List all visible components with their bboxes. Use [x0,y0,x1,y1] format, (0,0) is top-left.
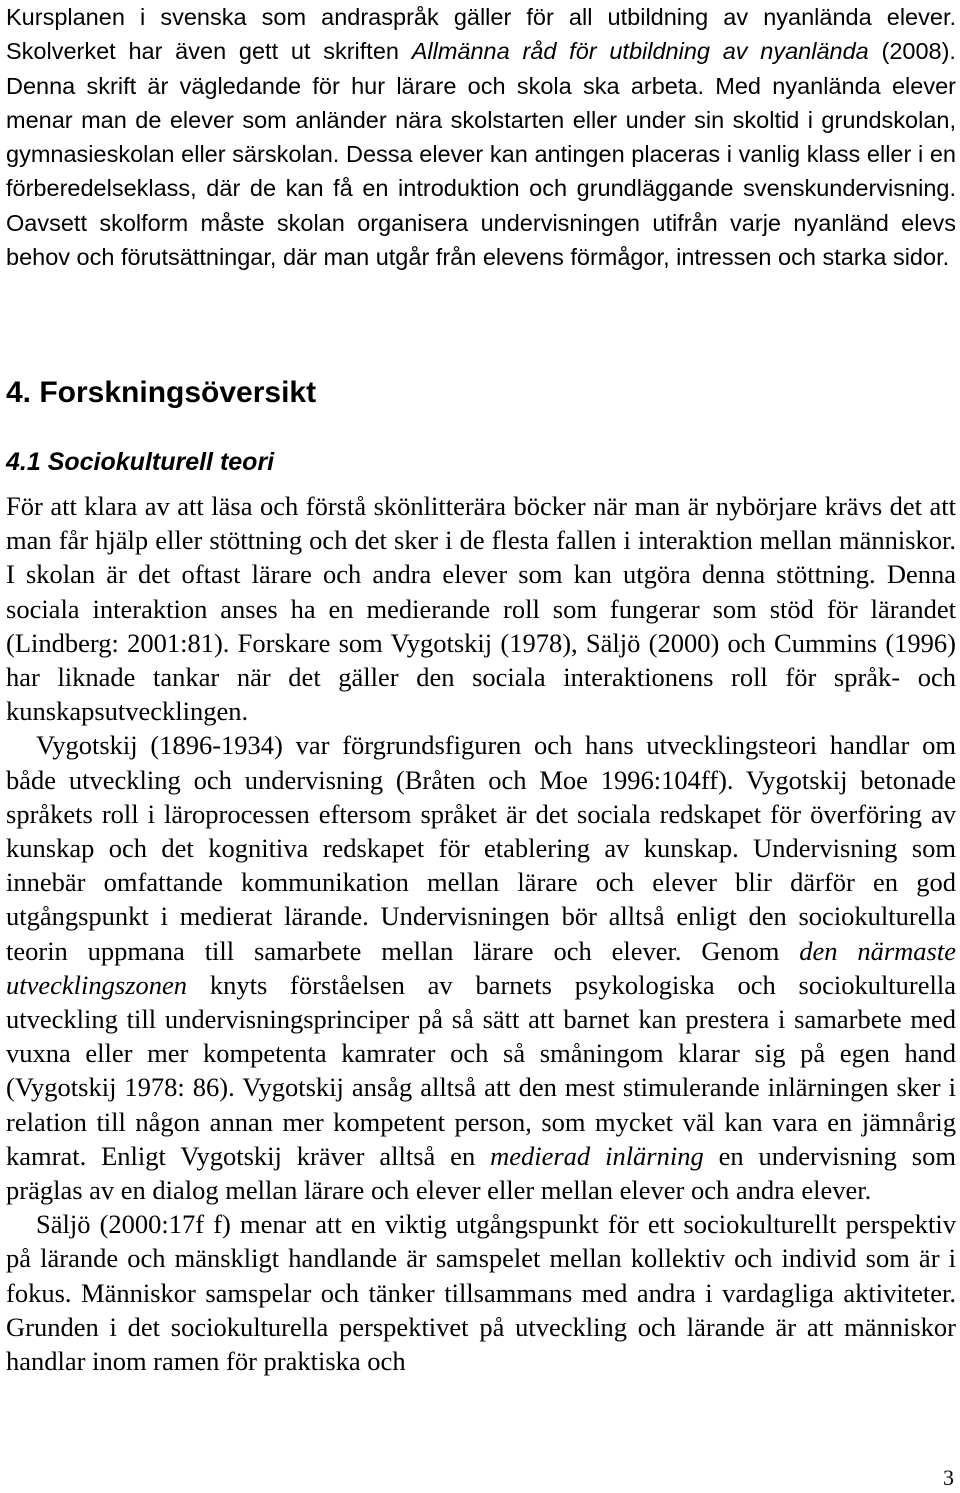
vygotskij-text-3: en undervisning som präglas av en dialog mellan lärare och elever eller mellan elever och andra elever. [6,1140,956,1206]
paragraph-vygotskij [6,728,956,1207]
paragraph-interaction: För att klara av att läsa och förstå skönlitterära böcker när man är nybörjare krävs det att man får hjälp eller stöttning och det sker i de flesta fallen i interaktion mellan människor. I skolan är det oftast lärare och andra elever som kan utgöra denna stöttning. Denna sociala interaktion anses ha en medierande roll som fungerar som stöd för lärandet (Lindberg: 2001:81). Forskare som Vygotskij (1978), Säljö (2000) och Cummins (1996) har liknade tankar när det gäller den sociala interaktionens roll för språk- och kunskapsutvecklingen. [6,491,956,727]
vygotskij-italic-zone: den närmaste utvecklingszonen [6,935,956,1000]
body-text [6,489,956,1378]
intro-text-1: Kursplanen i svenska som andraspråk gäller för all utbildning av nyanlända elever. Skolverket har även gett ut skriften [6,4,956,65]
vygotskij-text-2: knyts förståelsen av barnets psykologiska och sociokulturella utveckling till undervisningsprinciper på så sätt att barnet kan prestera i samarbete med vuxna eller mer kompetenta kamrater och så småningom klarar sig på egen hand (Vygotskij 1978: 86). Vygotskij ansåg alltså att den mest stimulerande inlärningen sker i relation till någon annan mer kompetent person, som mycket väl kan vara en jämnårig kamrat. Enligt Vygotskij kräver alltså en [6,969,956,1171]
page-number: 3 [943,1465,954,1490]
paragraph-saljo: Säljö (2000:17f f) menar att en viktig utgångspunkt för ett sociokulturellt perspektiv på lärande och mänskligt handlande är samspelet mellan kollektiv och individ som är i fokus. Människor samspelar och tänker tillsammans med andra i vardagliga aktiviteter. Grunden i det sociokulturella perspektivet på utveckling och lärande är att människor handlar inom ramen för praktiska och [6,1209,956,1377]
intro-block [6,0,956,274]
section-heading: 4. Forskningsöversikt [6,376,317,409]
subsection-heading: 4.1 Sociokulturell teori [6,448,275,476]
intro-paragraph [6,0,956,274]
vygotskij-italic-mediated: medierad inlärning [490,1140,704,1171]
vygotskij-text-1: Vygotskij (1896-1934) var förgrundsfiguren och hans utvecklingsteori handlar om både utveckling och undervisning (Bråten och Moe 1996:104ff). Vygotskij betonade språkets roll i läroprocessen eftersom språket är det sociala redskapet för överföring av kunskap och det kognitiva redskapet för etablering av kunskap. Undervisning som innebär omfattande kommunikation mellan lärare och elever blir därför en god utgångspunkt i medierat lärande. Undervisningen bör alltså enligt den sociokulturella teorin uppmana till samarbete mellan lärare och elever. Genom [6,730,956,966]
intro-text-2: (2008). Denna skrift är vägledande för hur lärare och skola ska arbeta. Med nyanlända elever menar man de elever som anländer nära skolstarten eller under sin skoltid i grundskolan, gymnasieskolan eller särskolan. Dessa elever kan antingen placeras i vanlig klass eller i en förberedelseklass, där de kan få en introduktion och grundläggande svenskundervisning. Oavsett skolform måste skolan organisera undervisningen utifrån varje nyanländ elevs behov och förutsättningar, där man utgår från elevens förmågor, intressen och starka sidor. [6,38,956,271]
intro-italic-title: Allmänna råd för utbildning av nyanlända [411,38,869,65]
